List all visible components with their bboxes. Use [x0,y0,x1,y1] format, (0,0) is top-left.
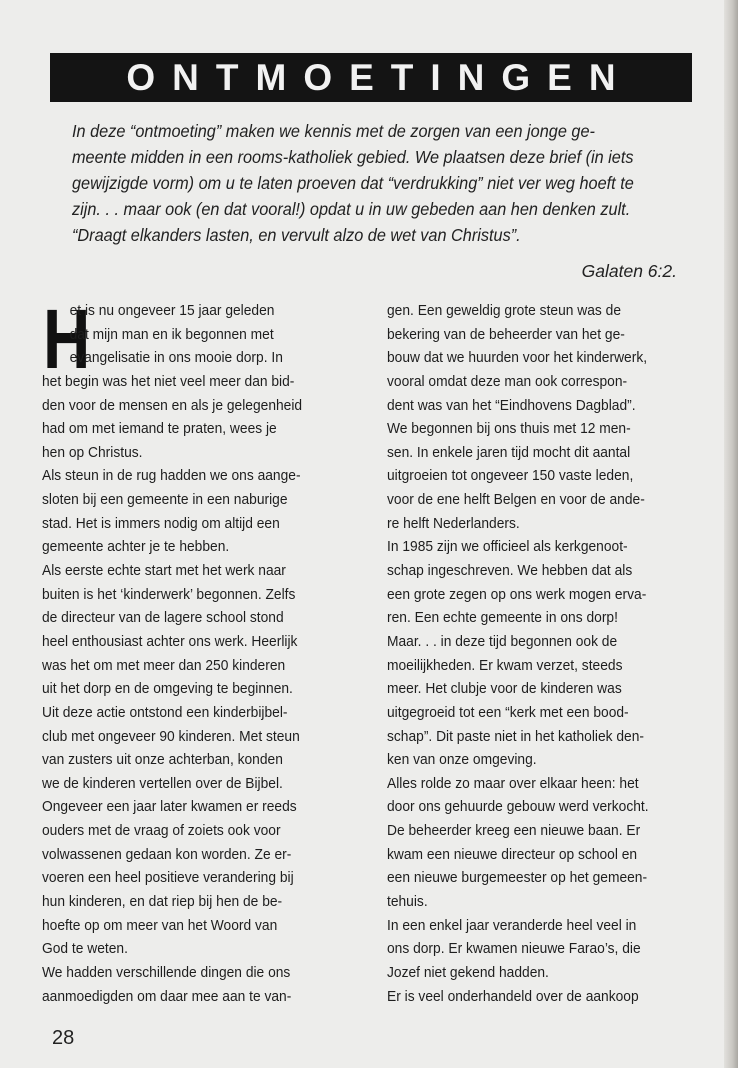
bible-reference: Galaten 6:2. [581,261,677,281]
text-line: gen. Een geweldig grote steun was de [387,302,621,319]
intro-lines [72,118,697,248]
text-line: ons dorp. Er kwamen nieuwe Farao’s, die [387,940,641,958]
text-line: vooral omdat deze man ook correspon- [387,372,628,390]
intro-line: gewijzigde vorm) om u te laten proeven dat “verdrukking” niet ver weg hoeft te [72,173,634,193]
page-edge-shadow [724,0,738,1068]
text-line: et is nu ongeveer 15 jaar geleden [69,302,275,319]
text-line: dat mijn man en ik begonnen met [69,325,274,343]
text-line: re helft Nederlanders. [387,514,520,532]
text-line: schap ingeschreven. We hebben dat als [387,562,633,580]
text-line: sen. In enkele jaren tijd mocht dit aantal [387,443,631,461]
text-line: Als steun in de rug hadden we ons aange- [42,467,301,485]
text-line: hun kinderen, en dat riep bij hen de be- [42,893,283,911]
text-line: voor de ene helft Belgen en voor de ande- [387,491,645,509]
text-line: schap”. Dit paste niet in het katholiek den- [387,727,644,745]
text-line: de directeur van de lagere school stond [42,609,284,627]
text-line: ren. Een echte gemeente in ons dorp! [387,609,618,627]
text-line: bekering van de beheerder van het ge- [387,325,625,343]
text-line: voeren een heel positieve verandering bij [42,869,294,887]
text-line: we de kinderen vertellen over de Bijbel. [42,774,283,792]
text-line: Maar. . . in deze tijd begonnen ook de [387,632,618,650]
text-line: Ongeveer een jaar later kwamen er reeds [42,798,297,816]
text-line: stad. Het is immers nodig om altijd een [42,514,280,532]
page-number: 28 [52,1027,75,1049]
text-line: volwassenen gedaan kon worden. Ze er- [42,845,292,863]
text-line: ken van onze omgeving. [387,751,537,769]
text-line: was het om met meer dan 250 kinderen [42,656,286,674]
text-line: door ons gehuurde gebouw werd verkocht. [387,798,649,816]
text-line: bouw dat we huurden voor het kinderwerk, [387,349,648,367]
text-line: Als eerste echte start met het werk naar [42,562,286,580]
text-line: dent was van het “Eindhovens Dagblad”. [387,396,636,414]
text-line: een grote zegen op ons werk mogen erva- [387,585,647,603]
text-line: buiten is het ‘kinderwerk’ begonnen. Zelfs [42,585,296,603]
text-line: tehuis. [387,893,428,911]
intro-line: “Draagt elkanders lasten, en vervult alzo de wet van Christus”. [72,225,521,245]
intro-line: In deze “ontmoeting” maken we kennis met de zorgen van een jonge ge- [72,121,595,141]
text-line: moeilijkheden. Er kwam verzet, steeds [387,656,623,674]
text-line: Er is veel onderhandeld over de aankoop [387,987,639,1005]
section-title: ONTMOETINGEN [126,56,633,98]
text-line: uitgroeien tot ongeveer 150 vaste leden, [387,467,634,485]
text-line: God te weten. [42,940,128,958]
text-line: aanmoedigden om daar mee aan te van- [42,987,292,1005]
text-line: heel enthousiast achter ons werk. Heerlijk [42,632,298,650]
text-line: meer. Het clubje voor de kinderen was [387,680,622,698]
text-line: De beheerder kreeg een nieuwe baan. Er [387,822,641,840]
text-line: hen op Christus. [42,443,143,461]
text-line: van zusters uit onze achterban, konden [42,751,283,769]
text-line: sloten bij een gemeente in een naburige [42,491,288,509]
text-line: het begin was het niet veel meer dan bid- [42,372,295,390]
text-line: kwam een nieuwe directeur op school en [387,845,638,863]
drop-cap: H [43,292,91,386]
text-line: We begonnen bij ons thuis met 12 men- [387,420,631,438]
intro-line: zijn. . . maar ook (en dat vooral!) opdat u in uw gebeden aan hen denken zult. [72,199,631,219]
text-line: een nieuwe burgemeester op het gemeen- [387,869,648,887]
section-title-bar [50,53,692,102]
left-column [42,292,367,1008]
text-line: In een enkel jaar veranderde heel veel in [387,916,637,934]
intro-line: meente midden in een rooms-katholiek gebied. We plaatsen deze brief (in iets [72,147,634,167]
right-column [387,299,722,1008]
text-line: den voor de mensen en als je gelegenheid [42,396,303,414]
text-line: ouders met de vraag of zoiets ook voor [42,822,281,840]
text-line: uit het dorp en de omgeving te beginnen. [42,680,293,698]
text-line: Alles rolde zo maar over elkaar heen: het [387,774,639,792]
text-line: Uit deze actie ontstond een kinderbijbel- [42,703,288,721]
text-line: We hadden verschillende dingen die ons [42,963,291,981]
text-line: club met ongeveer 90 kinderen. Met steun [42,727,300,745]
text-line: gemeente achter je te hebben. [42,538,230,556]
intro-paragraph [72,118,697,281]
text-line: Jozef niet gekend hadden. [387,963,549,981]
text-line: In 1985 zijn we officieel als kerkgenoot- [387,538,628,556]
text-line: uitgegroeid tot een “kerk met een bood- [387,703,629,721]
text-line: evangelisatie in ons mooie dorp. In [69,349,283,367]
text-line: had om met iemand te praten, wees je [42,420,277,438]
text-line: hoefte op om meer van het Woord van [42,916,278,934]
